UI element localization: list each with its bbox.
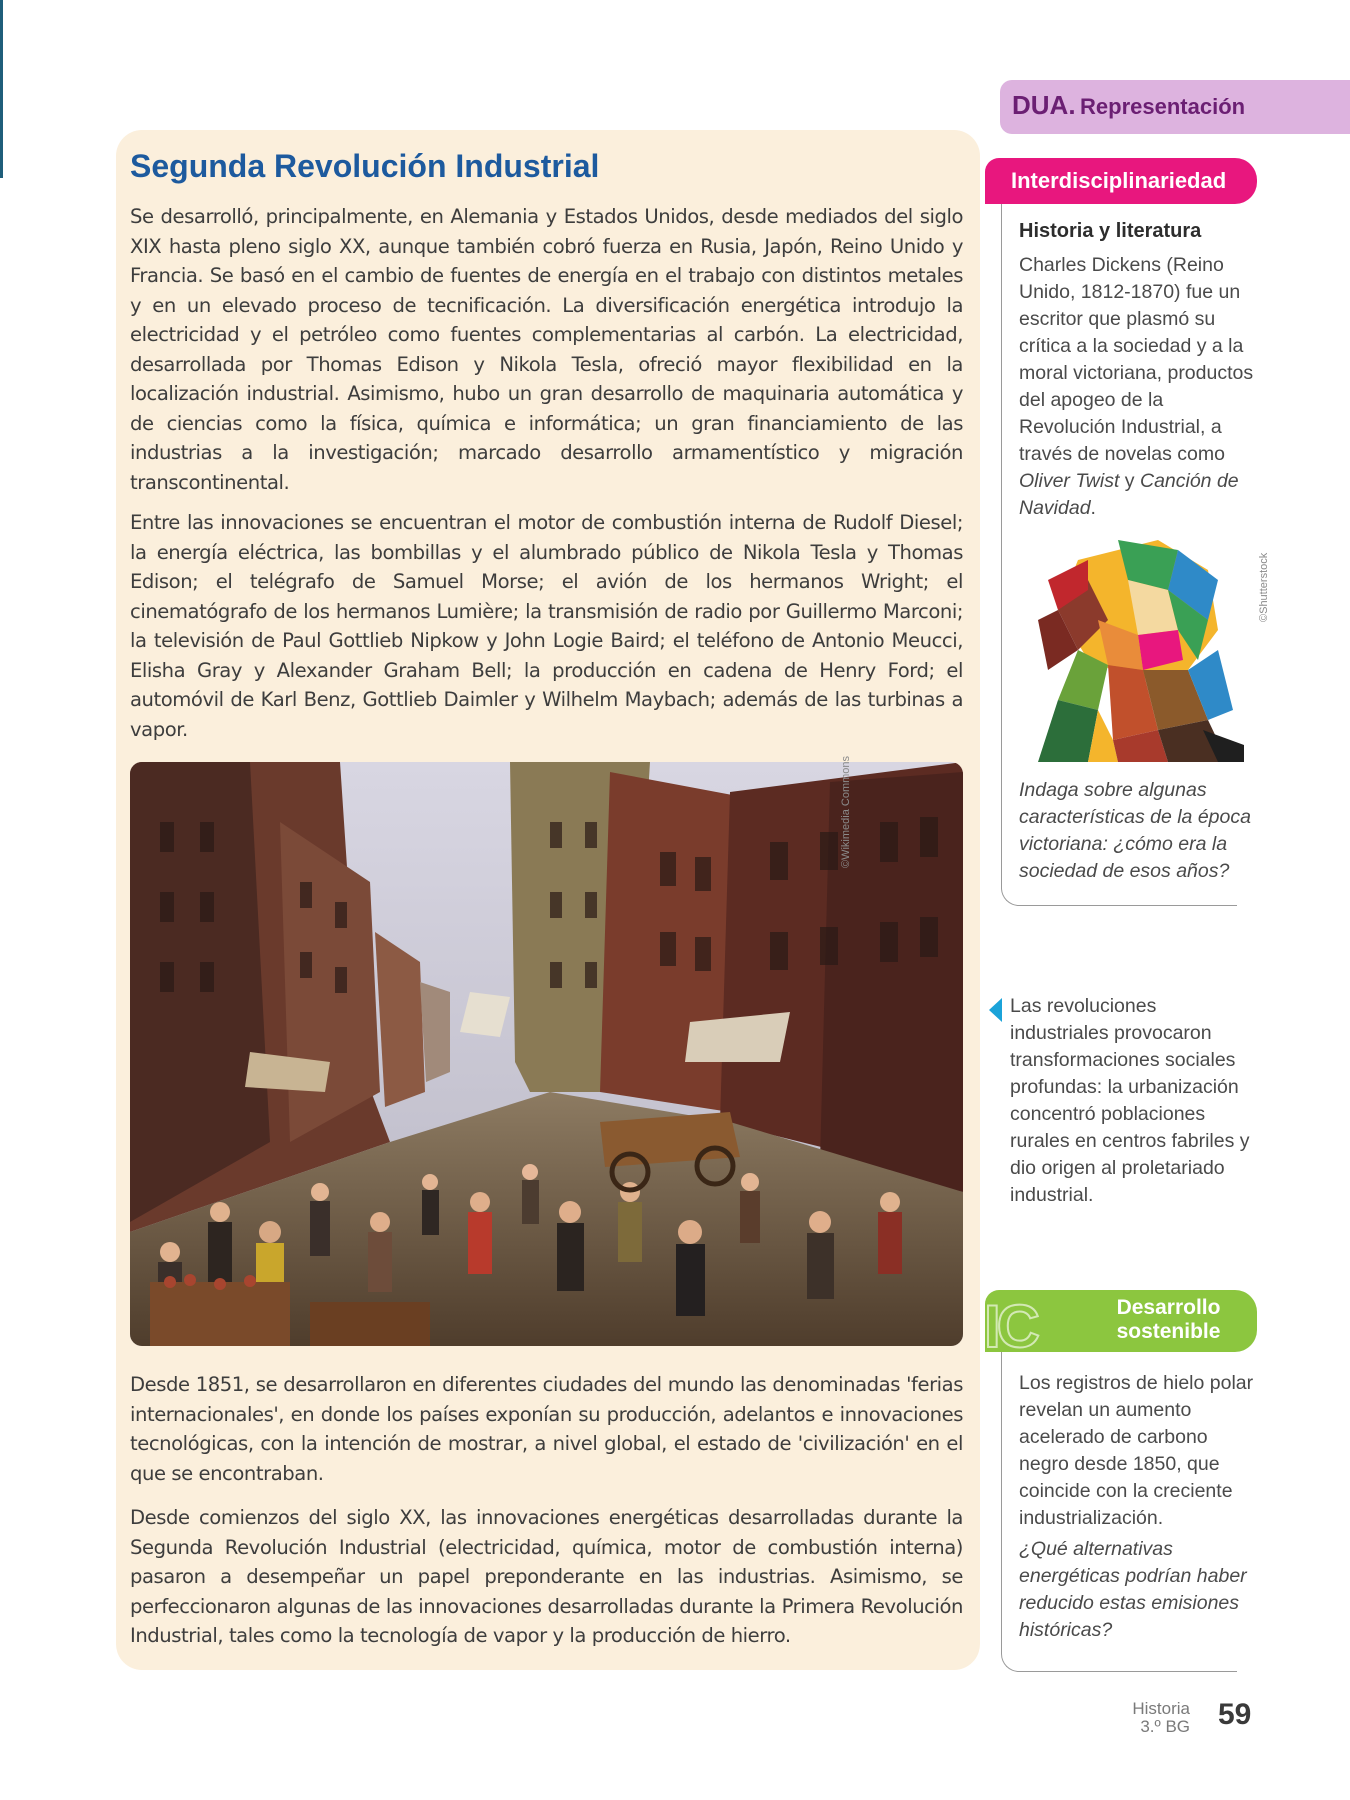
sustainability-tag-line2: sostenible <box>1116 1320 1221 1343</box>
victorian-question: Indaga sobre algunas características de la época victoriana: ¿cómo era la sociedad de esos años? <box>1019 779 1251 882</box>
footer-grade: 3.º BG <box>1140 1717 1190 1736</box>
paragraph-2: Entre las innovaciones se encuentran el motor de combustión interna de Rudolf Diesel; la energía eléctrica, las bombillas y el alumbrado público de Nikola Tesla y Thomas Edison; el telégrafo de Samuel Morse; el avión de los hermanos Wright; el cinematógrafo de los hermanos Lumière; la transmisión de radio por Guillermo Marconi; la televisión de Paul Gottlieb Nipkow y John Logie Baird; el teléfono de Antonio Meucci, Elisha Gray y Alexander Graham Bell; la producción en cadena de Henry Ford; el automóvil de Karl Benz, Gottlieb Daimler y Wilhelm Maybach; además de las turbinas a vapor. <box>130 511 963 741</box>
footer-subject-name: Historia <box>1132 1699 1190 1718</box>
street-photo <box>130 762 963 1346</box>
interdisciplinary-heading: Historia y literatura <box>1019 220 1202 242</box>
sustainability-tag-line1: Desarrollo <box>1116 1296 1221 1319</box>
portrait-credit: ©Shutterstock <box>1258 552 1270 622</box>
note-pointer-icon <box>989 998 1002 1022</box>
paragraph-3: Desde 1851, se desarrollaron en diferentes ciudades del mundo las denominadas 'ferias internacionales', en donde los países exponían su producción, adelantos e innovaciones tecnológicas, con la intención de mostrar, a nivel global, el estado de 'civilización' en el que se encontraban. <box>130 1373 963 1485</box>
dua-banner <box>1000 80 1350 134</box>
dickens-text-a: Charles Dickens (Reino Unido, 1812-1870) fue un escritor que plasmó su crítica a la sociedad y a la moral victoriana, productos del apogeo de la Revolución Industrial, a través de novelas como <box>1019 254 1254 465</box>
sustainability-text: Los registros de hielo polar revelan un aumento acelerado de carbono negro desde 1850, que coincide con la creciente industrialización. <box>1019 1372 1254 1529</box>
dua-abbr: DUA. <box>1012 90 1076 120</box>
book-cancion-navidad: Canción de Navidad <box>1019 470 1239 519</box>
ic-logo-icon: IC <box>984 1293 1036 1360</box>
page-title: Segunda Revolución Industrial <box>130 148 600 184</box>
sustainability-question: ¿Qué alternativas energéticas podrían haber reducido estas emisiones históricas? <box>1019 1538 1247 1641</box>
book-oliver-twist: Oliver Twist <box>1019 470 1120 492</box>
dickens-text <box>1019 252 1259 522</box>
revolutions-note: Las revoluciones industriales provocaron transformaciones sociales profundas: la urbanización concentró poblaciones rurales en centros fabriles y dio origen al proletariado industrial. <box>1010 995 1250 1206</box>
street-photo-illustration <box>130 762 963 1346</box>
dickens-text-b: y <box>1119 470 1140 492</box>
dickens-portrait <box>1018 540 1244 762</box>
dickens-text-c: . <box>1090 497 1096 519</box>
paragraph-4: Desde comienzos del siglo XX, las innovaciones energéticas desarrolladas durante la Segunda Revolución Industrial (electricidad, química, motor de combustión interna) pasaron a desempeñar un papel preponderante en las industrias. Asimismo, se perfeccionaron algunas de las innovaciones desarrolladas durante la Primera Revolución Industrial, tales como la tecnología de vapor y la producción de hierro. <box>130 1506 963 1647</box>
dua-label: Representación <box>1080 94 1246 119</box>
footer-subject <box>1110 1700 1190 1736</box>
photo-credit: ©Wikimedia Commons <box>840 755 852 868</box>
page-number: 59 <box>1218 1698 1252 1731</box>
interdisciplinary-tag: Interdisciplinariedad <box>985 158 1257 204</box>
page-edge-bar <box>0 0 3 178</box>
paragraph-1: Se desarrolló, principalmente, en Alemania y Estados Unidos, desde mediados del siglo XIX hasta pleno siglo XX, aunque también cobró fuerza en Rusia, Japón, Reino Unido y Francia. Se basó en el cambio de fuentes de energía en el trabajo con distintos metales y en un elevado proceso de tecnificación. La diversificación energética introdujo la electricidad y el petróleo como fuentes complementarias al carbón. La electricidad, desarrollada por Thomas Edison y Nikola Tesla, ofreció mayor flexibilidad en la localización industrial. Asimismo, hubo un gran desarrollo de maquinaria automática y de ciencias como la física, química e informática; un gran financiamiento de las industrias a la investigación; marcado desarrollo armamentístico y migración transcontinental. <box>130 205 963 494</box>
